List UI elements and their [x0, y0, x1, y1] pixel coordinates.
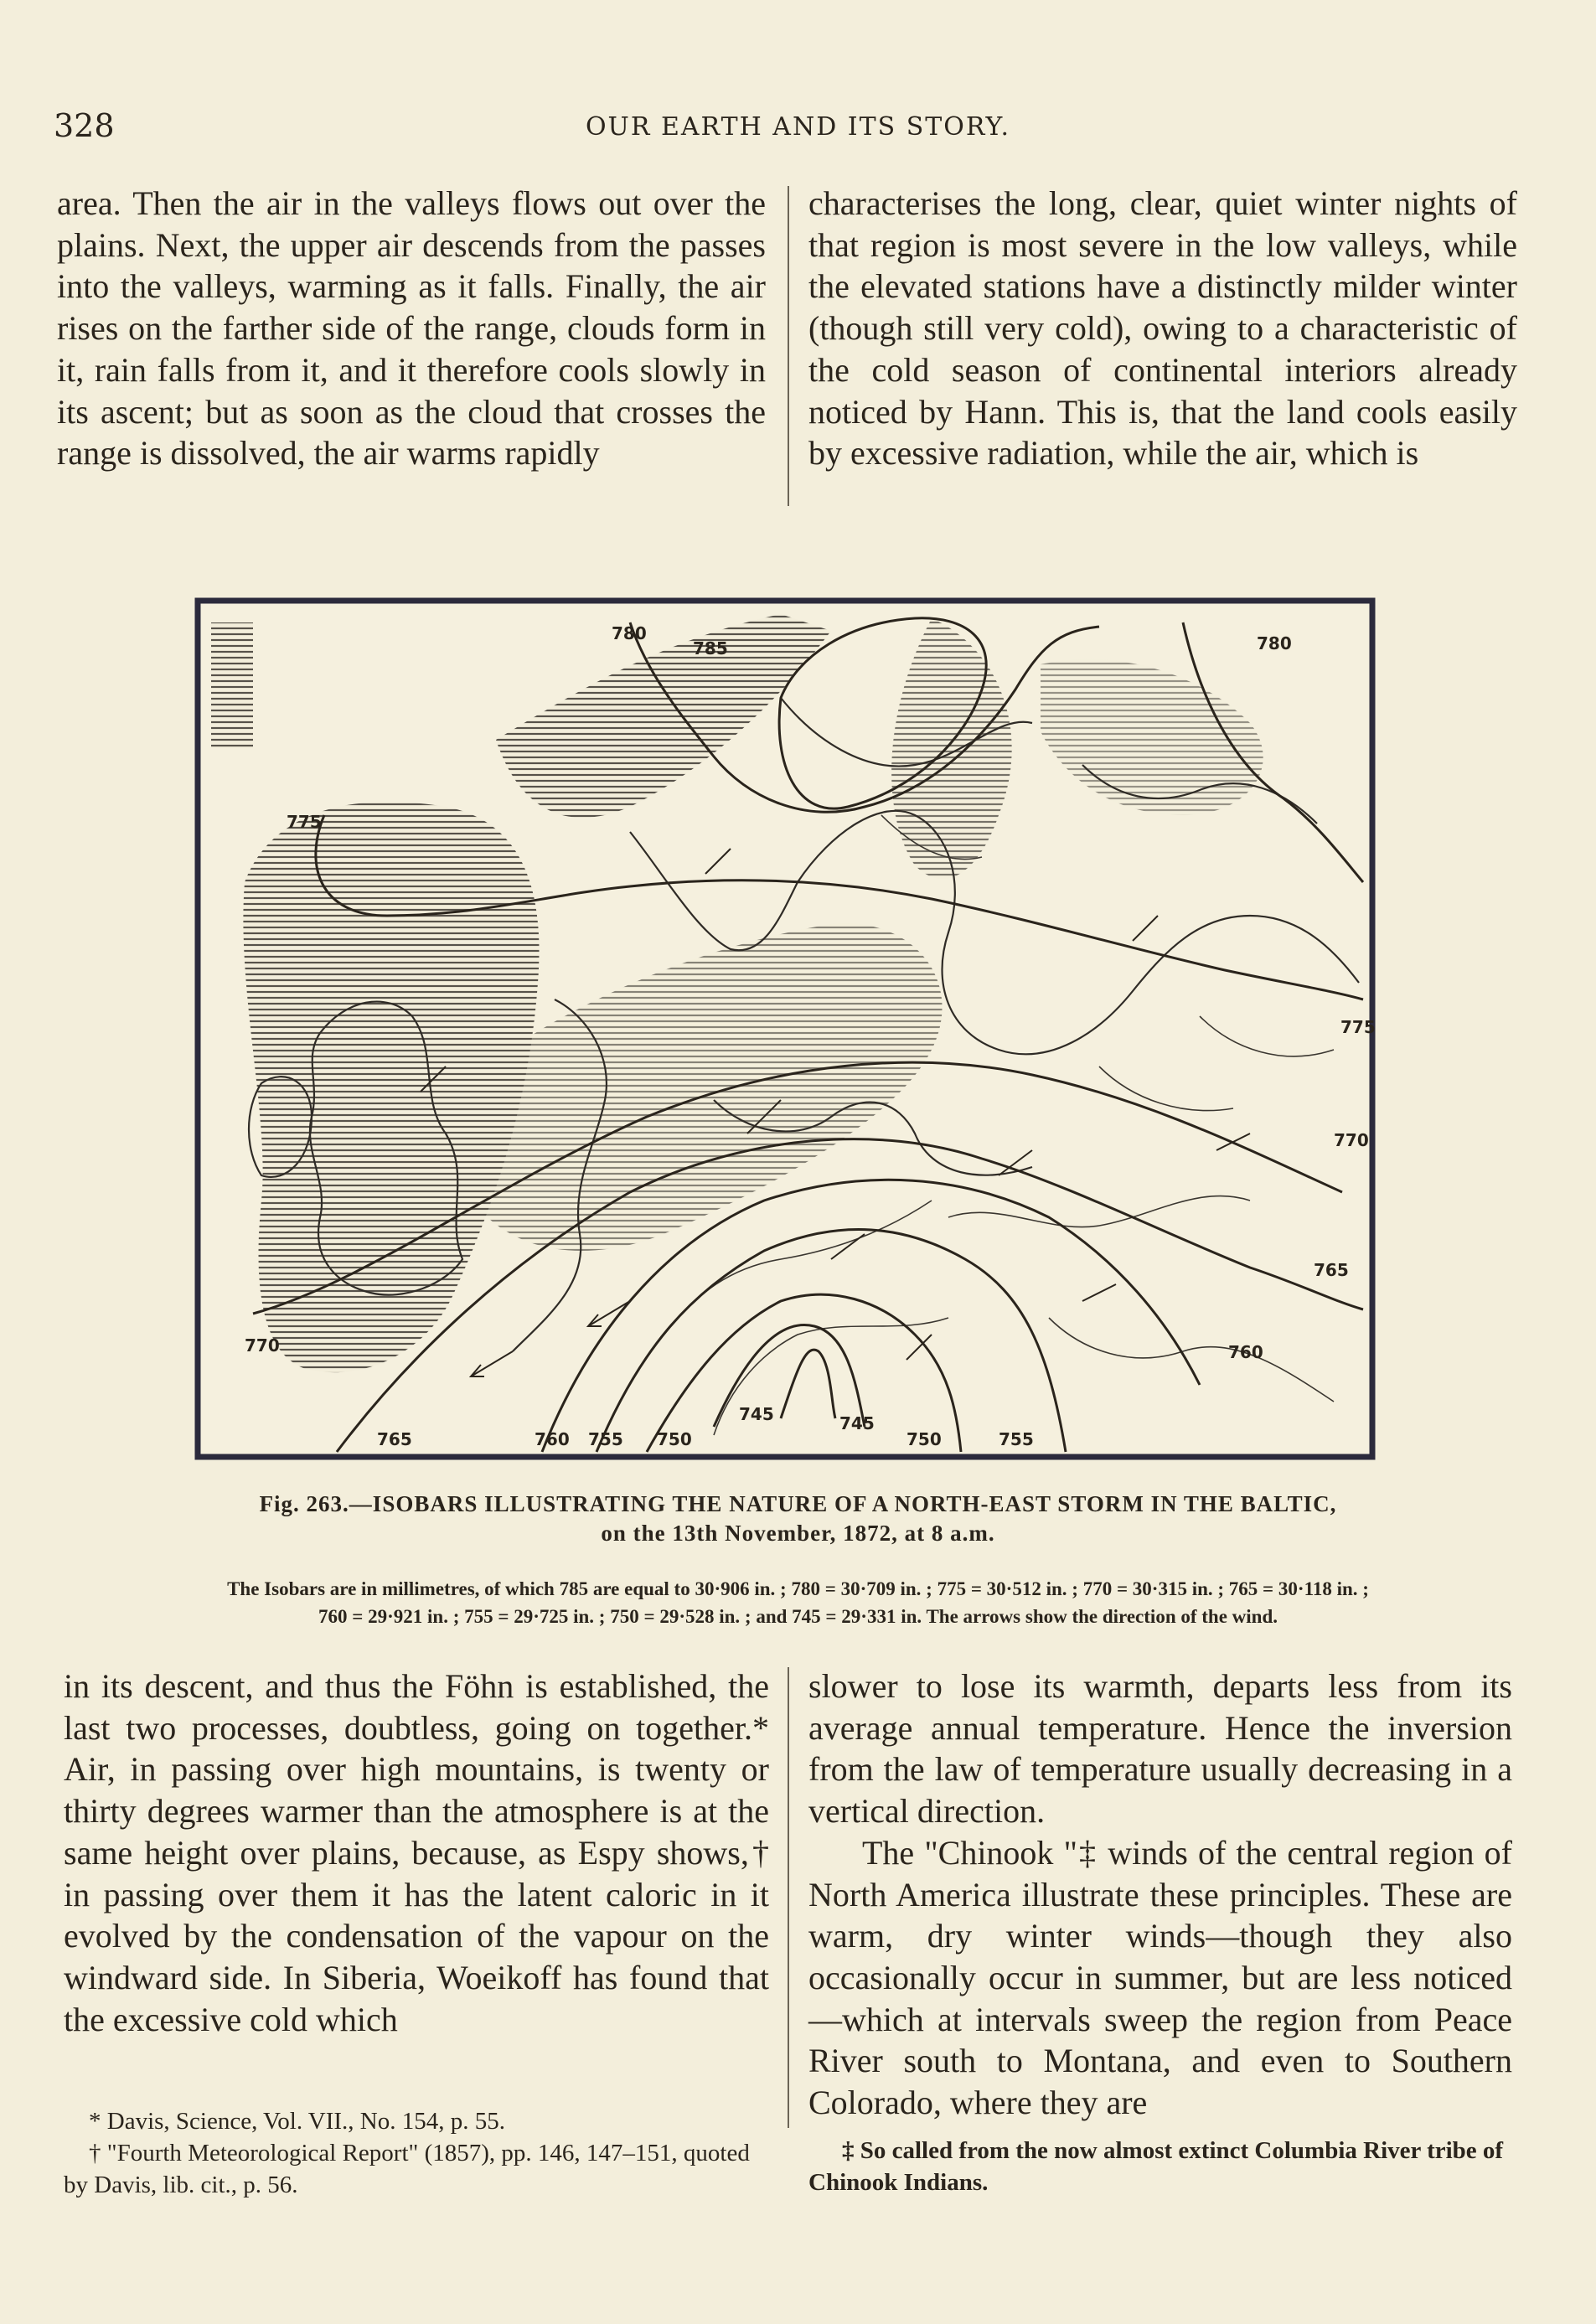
left-column-top	[57, 183, 766, 474]
running-title: OUR EARTH AND ITS STORY.	[585, 112, 1011, 142]
label-760-b: 760	[1228, 1342, 1263, 1362]
column-rule-bottom	[788, 1667, 789, 2128]
running-head	[54, 107, 1542, 158]
label-785: 785	[693, 638, 728, 658]
footnote: † "Fourth Meteorological Report" (1857), pp. 146, 147–151, quoted by Davis, lib. cit., p. 56.	[64, 2140, 750, 2198]
label-770-a: 770	[245, 1335, 280, 1356]
label-765-b: 765	[1314, 1260, 1349, 1280]
footnotes-left	[64, 2105, 769, 2201]
paragraph: in its descent, and thus the Föhn is established, the last two processes, doubtless, going on together.* Air, in passing over high mountains, is twenty or thirty degrees warmer than the atmosphere is at the same height over plains, because, as Espy shows,† in passing over them it has the latent caloric in it evolved by the condensation of the vapour on the windward side. In Siberia, Woeikoff has found that the excessive cold which	[64, 1667, 769, 2038]
label-775-b: 775	[1340, 1017, 1376, 1037]
footnote: ‡ So called from the now almost extinct Columbia River tribe of Chinook Indians.	[808, 2137, 1504, 2196]
label-770-b: 770	[1334, 1130, 1369, 1150]
paragraph: slower to lose its warmth, departs less from its average annual temperature. Hence the inversion from the law of temperature usually decreasing in a vertical direction.	[808, 1667, 1512, 1831]
label-755-a: 755	[588, 1429, 623, 1449]
caption-title: Fig. 263.—ISOBARS ILLUSTRATING THE NATURE OF A NORTH-EAST STORM IN THE BALTIC,	[259, 1491, 1337, 1516]
figure-caption	[50, 1490, 1546, 1548]
page-number: 328	[54, 107, 115, 144]
label-760-a: 760	[535, 1429, 570, 1449]
label-745-b: 745	[839, 1413, 875, 1433]
caption-note-line-2: 760 = 29·921 in. ; 755 = 29·725 in. ; 750 = 29·528 in. ; and 745 = 29·331 in. The arrows show the direction of the wind.	[318, 1606, 1278, 1627]
label-750-a: 750	[657, 1429, 692, 1449]
footnote: * Davis, Science, Vol. VII., No. 154, p. 55.	[89, 2108, 505, 2135]
label-780-b: 780	[1257, 633, 1292, 653]
column-rule-top	[788, 186, 789, 506]
paragraph: The "Chinook "‡ winds of the central region of North America illustrate these principles. These are warm, dry winter winds—though they also occasionally occur in summer, but are less noticed—which at intervals sweep the region from Peace River south to Montana, and even to Southern Colorado, where they are	[808, 1833, 1512, 2122]
caption-date: on the 13th November, 1872, at 8 a.m.	[601, 1521, 995, 1546]
label-750-b: 750	[906, 1429, 942, 1449]
label-745-a: 745	[739, 1404, 774, 1424]
label-755-b: 755	[999, 1429, 1034, 1449]
isobar-map	[194, 597, 1376, 1460]
paragraph: characterises the long, clear, quiet winter nights of that region is most severe in the low valleys, while the elevated stations have a distinctly milder winter (though still very cold), owing to a characteristic of the cold season of continental interiors already noticed by Hann. This is, that the land cools easily by excessive radiation, while the air, which is	[808, 184, 1517, 473]
isobar-map-figure	[194, 597, 1376, 1460]
figure-note	[50, 1575, 1546, 1630]
label-780-a: 780	[612, 623, 647, 643]
caption-note-line-1: The Isobars are in millimetres, of which 785 are equal to 30·906 in. ; 780 = 30·709 in. ; 775 = 30·512 in. ; 770 = 30·315 in. ; 765 = 30·118 in. ;	[227, 1578, 1369, 1599]
label-765-a: 765	[377, 1429, 412, 1449]
footnotes-right	[808, 2135, 1512, 2198]
left-column-bottom	[64, 1666, 769, 2040]
right-column-bottom	[808, 1666, 1512, 2124]
right-column-top	[808, 183, 1517, 474]
label-775-a: 775	[287, 812, 322, 832]
paragraph: area. Then the air in the valleys flows out over the plains. Next, the upper air descends from the passes into the valleys, warming as it falls. Finally, the air rises on the farther side of the range, clouds form in it, rain falls from it, and it therefore cools slowly in its ascent; but as soon as the cloud that crosses the range is dissolved, the air warms rapidly	[57, 184, 766, 473]
